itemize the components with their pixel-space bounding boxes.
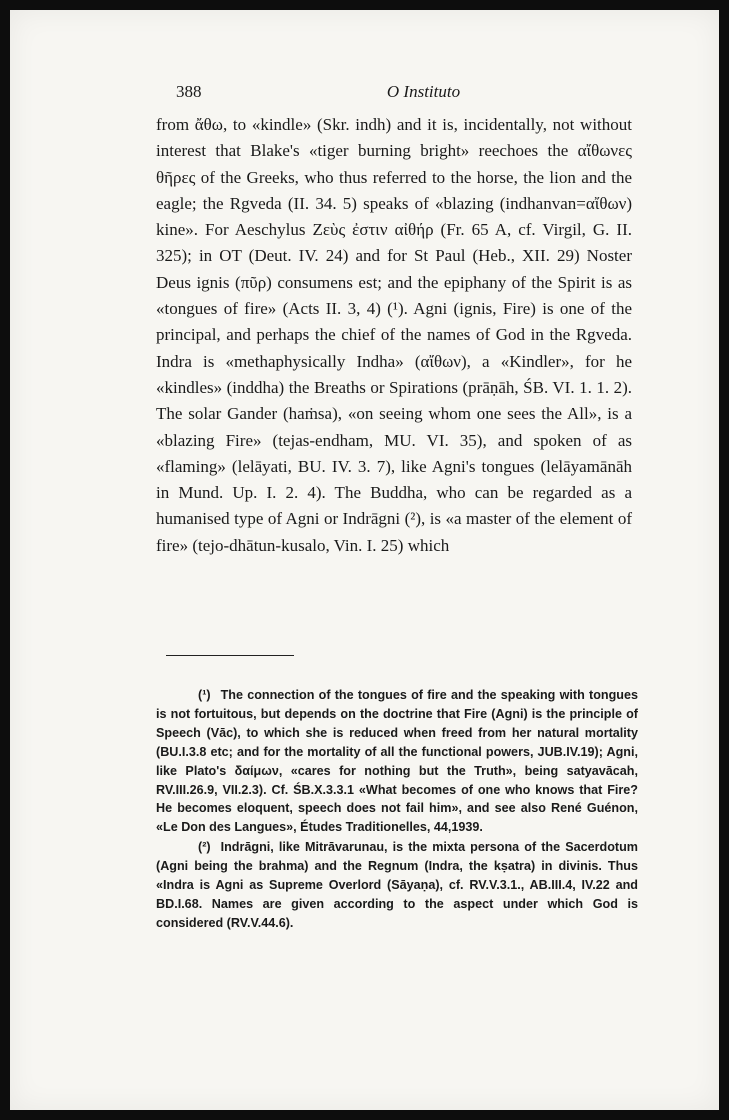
- footnote-text: The connection of the tongues of fire and the speaking with tongues is not fortuitous, but depends on the doctrine that Fire (Agni) is the principle of Speech (Vāc), to which she is reduced when freed from her natural mortality (BU.I.3.8 etc; and for the mortality of all the functional powers, JUB.IV.19); Agni, like Plato's δαίμων, «cares for nothing but the Truth», being satyavācah, RV.III.26.9, VII.2.3). Cf. ŚB.X.3.3.1 «What becomes of one who knows that Fire? He becomes eloquent, speech does not fail him», and see also René Guénon, «Le Don des Langues», Études Traditionelles, 44,1939.: [156, 688, 638, 835]
- footnote-marker: (¹): [198, 688, 211, 702]
- footnotes: [156, 686, 638, 933]
- footnote-separator: [166, 655, 294, 656]
- body-text: [156, 112, 632, 559]
- body-paragraph: from ἄθω, to «kindle» (Skr. indh) and it is, incidentally, not without interest that Blake's «tiger burning bright» reechoes the αἴθωνες θῆρες of the Greeks, who thus referred to the horse, the lion and the eagle; the Rgveda (II. 34. 5) speaks of «blazing (indhanvan=αἴθων) kine». For Aeschylus Ζεὺς ἐστιν αἰθήρ (Fr. 65 A, cf. Virgil, G. II. 325); in OT (Deut. IV. 24) and for St Paul (Heb., XII. 29) Noster Deus ignis (πῦρ) consumens est; and the epiphany of the Spirit is as «tongues of fire» (Acts II. 3, 4) (¹). Agni (ignis, Fire) is one of the principal, and perhaps the chief of the names of God in the Rgveda. Indra is «methaphysically Indha» (αἴθων), a «Kindler», for he «kindles» (inddha) the Breaths or Spirations (prāṇāh, ŚB. VI. 1. 1. 2). The solar Gander (haṁsa), «on seeing whom one sees the All», is a «blazing Fire» (tejas-endham, MU. VI. 35), and spoken of as «flaming» (lelāyati, BU. IV. 3. 7), like Agni's tongues (lelāyamānāh in Mund. Up. I. 2. 4). The Buddha, who can be regarded as a humanised type of Agni or Indrāgni (²), is «a master of the element of fire» (tejo-dhātun-kusalo, Vin. I. 25) which: [156, 115, 632, 555]
- page-number: 388: [176, 82, 202, 101]
- footnote-1: [156, 686, 638, 837]
- footnote-marker: (²): [198, 840, 211, 855]
- running-header: [166, 82, 621, 106]
- journal-title: O Instituto: [386, 82, 461, 101]
- footnote-2: [156, 838, 638, 933]
- footnote-text: Indrāgni, like Mitrāvarunau, is the mixta persona of the Sacerdotum (Agni being the brahma) and the Regnum (Indra, the kṣatra) in divinis. Thus «Indra is Agni as Supreme Overlord (Sāyaṇa), cf. RV.V.3.1., AB.III.4, IV.22 and BD.I.68. Names are given according to the aspect under which God is considered (RV.V.44.6).: [156, 840, 638, 930]
